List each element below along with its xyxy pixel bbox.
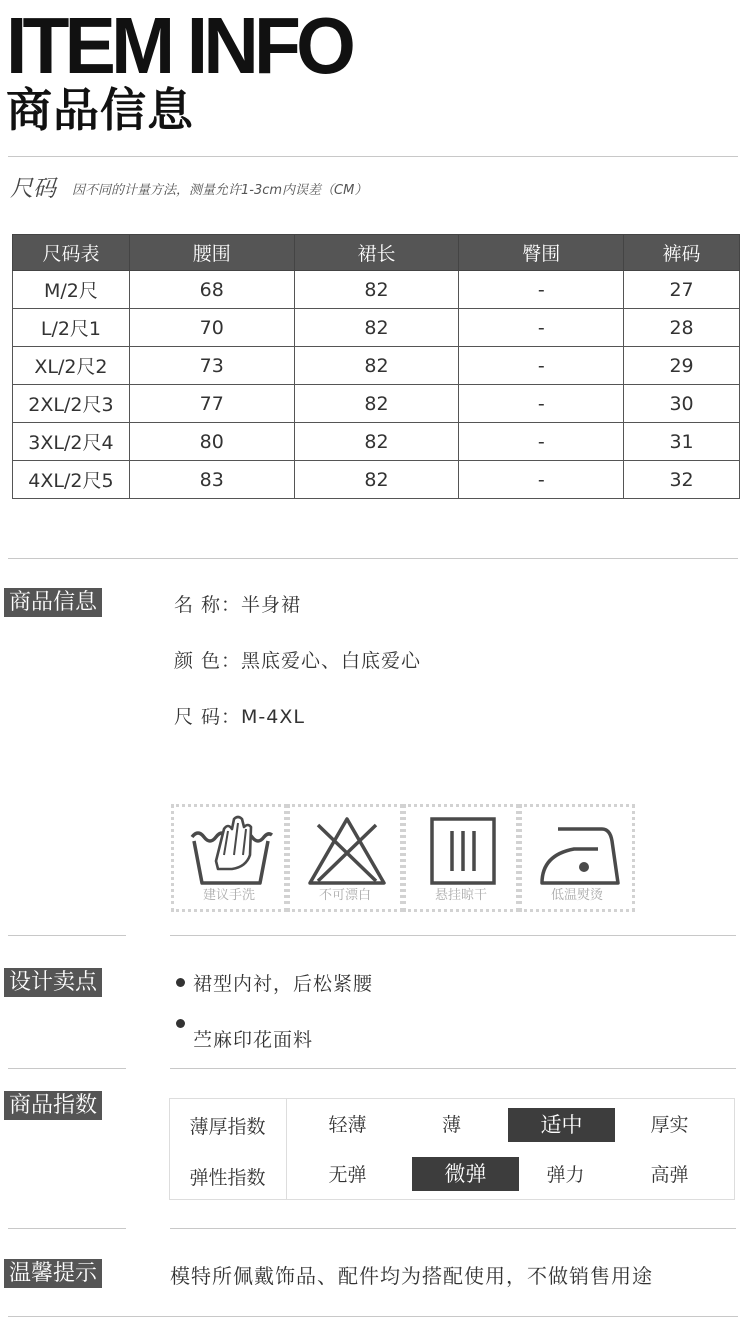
index-option: 无弹 bbox=[328, 1164, 367, 1186]
table-row bbox=[13, 461, 740, 499]
table-cell: L/2尺1 bbox=[13, 309, 130, 347]
hang-dry-icon bbox=[420, 815, 506, 887]
table-cell: 82 bbox=[294, 347, 459, 385]
low-iron-icon bbox=[536, 815, 622, 887]
table-cell: 31 bbox=[624, 423, 740, 461]
table-cell: 3XL/2尺4 bbox=[13, 423, 130, 461]
product-index-label: 商品指数 bbox=[4, 1091, 102, 1120]
table-cell: 30 bbox=[624, 385, 740, 423]
bullet-icon bbox=[176, 978, 185, 987]
divider bbox=[170, 1228, 736, 1229]
table-cell: 73 bbox=[129, 347, 294, 385]
divider bbox=[8, 156, 738, 157]
table-cell: 82 bbox=[294, 461, 459, 499]
table-cell: 82 bbox=[294, 423, 459, 461]
table-cell: 2XL/2尺3 bbox=[13, 385, 130, 423]
info-color: 颜 色：黑底爱心、白底爱心 bbox=[174, 650, 422, 672]
divider bbox=[8, 1228, 126, 1229]
info-size: 尺 码：M-4XL bbox=[174, 706, 305, 728]
page-title-cn: 商品信息 bbox=[6, 83, 194, 137]
divider bbox=[170, 935, 736, 936]
table-cell: - bbox=[459, 271, 624, 309]
table-row bbox=[13, 271, 740, 309]
size-table-header-row bbox=[13, 235, 740, 271]
table-cell: - bbox=[459, 347, 624, 385]
care-low-iron bbox=[519, 804, 635, 912]
tips-label: 温馨提示 bbox=[4, 1259, 102, 1288]
info-name: 名 称：半身裙 bbox=[174, 594, 302, 616]
index-row-name: 薄厚指数 bbox=[189, 1116, 266, 1138]
table-cell: M/2尺 bbox=[13, 271, 130, 309]
care-caption: 悬挂晾干 bbox=[434, 888, 487, 903]
table-cell: 70 bbox=[129, 309, 294, 347]
index-option: 厚实 bbox=[650, 1114, 689, 1136]
index-option-selected: 微弹 bbox=[412, 1157, 519, 1191]
index-option: 轻薄 bbox=[328, 1114, 367, 1136]
table-row bbox=[13, 385, 740, 423]
table-cell: - bbox=[459, 461, 624, 499]
care-no-bleach bbox=[287, 804, 403, 912]
table-cell: 32 bbox=[624, 461, 740, 499]
table-cell: 27 bbox=[624, 271, 740, 309]
care-hang-dry bbox=[403, 804, 519, 912]
divider bbox=[8, 1068, 126, 1069]
divider bbox=[8, 935, 126, 936]
table-cell: 82 bbox=[294, 271, 459, 309]
divider bbox=[170, 1068, 736, 1069]
table-cell: - bbox=[459, 385, 624, 423]
size-table-header: 尺码表 bbox=[13, 235, 130, 271]
divider bbox=[8, 558, 738, 559]
index-option: 高弹 bbox=[650, 1164, 689, 1186]
table-cell: 82 bbox=[294, 309, 459, 347]
index-option-selected: 适中 bbox=[508, 1108, 615, 1142]
table-row bbox=[13, 309, 740, 347]
size-table bbox=[12, 234, 740, 499]
index-option: 薄 bbox=[441, 1114, 461, 1136]
size-table-header: 腰围 bbox=[129, 235, 294, 271]
size-section-note: 因不同的计量方法，测量允许1-3cm内误差（CM） bbox=[72, 183, 368, 198]
care-caption: 建议手洗 bbox=[202, 888, 255, 903]
selling-points-label: 设计卖点 bbox=[4, 968, 102, 997]
product-info-label: 商品信息 bbox=[4, 588, 102, 617]
table-cell: 80 bbox=[129, 423, 294, 461]
no-bleach-icon bbox=[304, 815, 390, 887]
table-cell: 77 bbox=[129, 385, 294, 423]
table-cell: XL/2尺2 bbox=[13, 347, 130, 385]
table-cell: 29 bbox=[624, 347, 740, 385]
bullet-icon bbox=[176, 1019, 185, 1028]
table-cell: - bbox=[459, 423, 624, 461]
divider bbox=[286, 1099, 287, 1199]
table-cell: - bbox=[459, 309, 624, 347]
index-option: 弹力 bbox=[546, 1164, 585, 1186]
table-cell: 28 bbox=[624, 309, 740, 347]
hand-wash-icon bbox=[188, 815, 274, 887]
selling-point: 裙型内衬，后松紧腰 bbox=[193, 973, 374, 995]
size-table-header: 臀围 bbox=[459, 235, 624, 271]
size-table-header: 裙长 bbox=[294, 235, 459, 271]
index-row-name: 弹性指数 bbox=[189, 1167, 266, 1189]
table-cell: 82 bbox=[294, 385, 459, 423]
divider bbox=[8, 1316, 738, 1317]
table-cell: 4XL/2尺5 bbox=[13, 461, 130, 499]
size-table-header: 裤码 bbox=[624, 235, 740, 271]
care-caption: 低温熨烫 bbox=[550, 888, 603, 903]
table-cell: 83 bbox=[129, 461, 294, 499]
selling-point: 苎麻印花面料 bbox=[193, 1029, 314, 1051]
size-section-title: 尺码 bbox=[10, 176, 56, 202]
care-hand-wash bbox=[171, 804, 287, 912]
table-cell: 68 bbox=[129, 271, 294, 309]
care-caption: 不可漂白 bbox=[318, 888, 371, 903]
table-row bbox=[13, 423, 740, 461]
table-row bbox=[13, 347, 740, 385]
tips-text: 模特所佩戴饰品、配件均为搭配使用，不做销售用途 bbox=[170, 1264, 653, 1288]
page-title-en: ITEM INFO bbox=[6, 1, 352, 90]
